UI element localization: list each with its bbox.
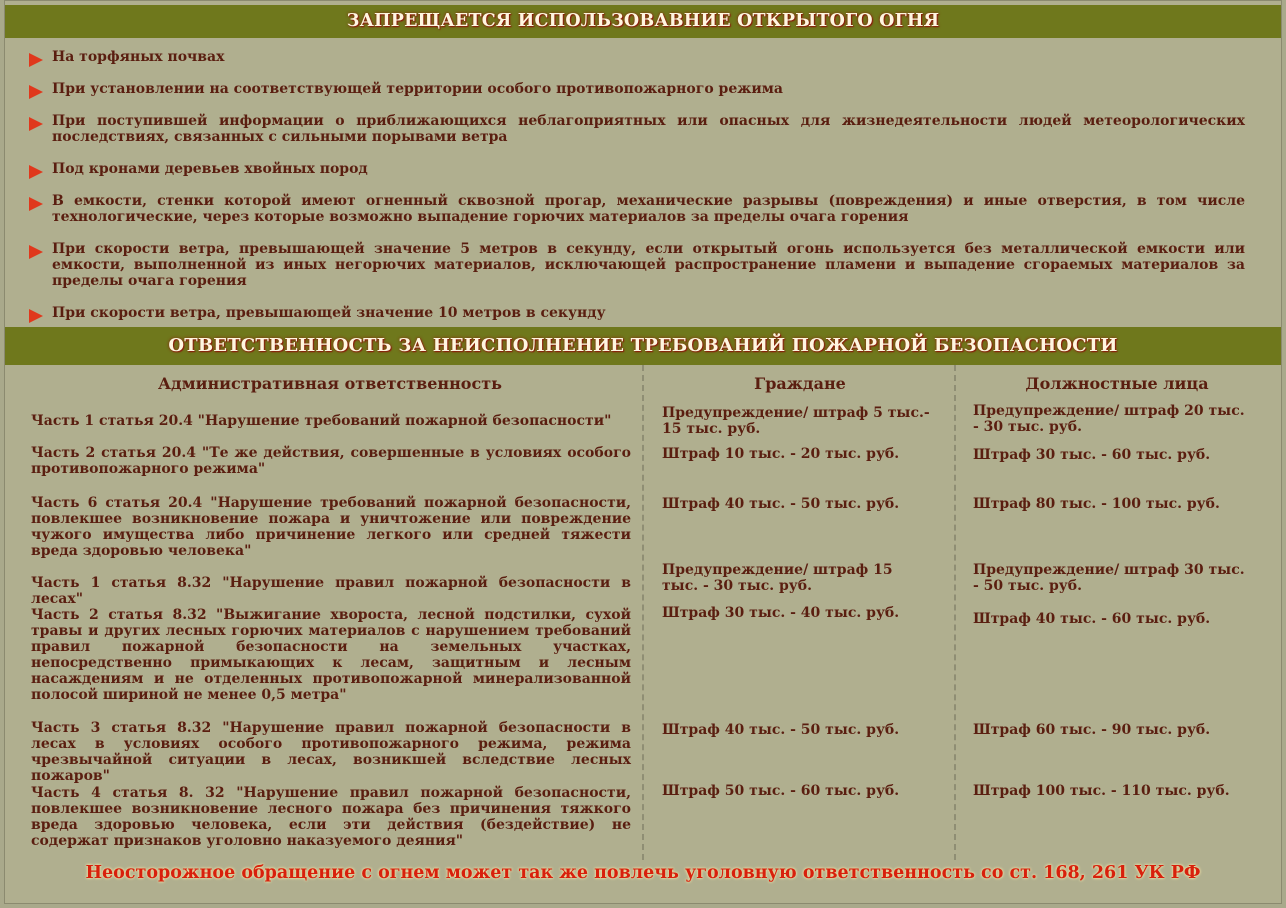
table-row-law: Часть 1 статья 20.4 "Нарушение требований пожарной безопасности" (31, 413, 612, 429)
table-row-officials: Штраф 40 тыс. - 60 тыс. руб. (973, 611, 1211, 627)
table-row-law: Часть 3 статья 8.32 "Нарушение правил пожарной безопасности в лесах в условиях особого противопожарного режима, режима чрезвычайной ситуации в лесах, возникшей вследствие лесных пожаров" (31, 720, 631, 784)
bullet-arrow-icon (29, 309, 43, 323)
responsibility-table (5, 365, 1281, 860)
list-item: При скорости ветра, превышающей значение 5 метров в секунду, если открытый огонь используется без металлической емкости или емкости, выполненной из иных негорючих материалов, исключающей распространение пламени и выпадение сгораемых материалов за пределы очага горения (29, 241, 1245, 289)
list-item: В емкости, стенки которой имеют огненный сквозной прогар, механические разрывы (повреждения) и иные отверстия, в том числе технологические, через которые возможно выпадение горючих материалов за пределы очага горения (29, 193, 1245, 225)
table-row-law: Часть 2 статья 20.4 "Те же действия, совершенные в условиях особого противопожарного режима" (31, 445, 631, 477)
table-row-law: Часть 6 статья 20.4 "Нарушение требований пожарной безопасности, повлекшее возникновение пожара и уничтожение или повреждение чужого имущества либо причинение легкого или средней тяжести вреда здоровью человека" (31, 495, 631, 559)
table-row-officials: Штраф 80 тыс. - 100 тыс. руб. (973, 496, 1220, 512)
table-row-officials: Штраф 30 тыс. - 60 тыс. руб. (973, 447, 1211, 463)
responsibility-title: ОТВЕТСТВЕННОСТЬ ЗА НЕИСПОЛНЕНИЕ ТРЕБОВАНИЙ ПОЖАРНОЙ БЕЗОПАСНОСТИ (5, 327, 1281, 365)
column-divider (954, 365, 956, 860)
list-item: При поступившей информации о приближающихся неблагоприятных или опасных для жизнедеятельности людей метеорологических последствиях, связанных с сильными порывами ветра (29, 113, 1245, 145)
table-row-citizens: Штраф 30 тыс. - 40 тыс. руб. (662, 605, 900, 621)
criminal-liability-note: Неосторожное обращение с огнем может так же повлечь уголовную ответственность со ст. 168, 261 УК РФ (85, 863, 1201, 883)
table-row-law: Часть 4 статья 8. 32 "Нарушение правил пожарной безопасности, повлекшее возникновение лесного пожара без причинения тяжкого вреда здоровью человека, если эти действия (бездействие) не содержат признаков уголовно наказуемого деяния" (31, 785, 631, 849)
list-item: При установлении на соответствующей территории особого противопожарного режима (29, 81, 1245, 99)
bullet-arrow-icon (29, 85, 43, 99)
header-law: Административная ответственность (158, 374, 502, 393)
table-row-law: Часть 1 статья 8.32 "Нарушение правил пожарной безопасности в лесах" (31, 575, 631, 607)
bullet-arrow-icon (29, 165, 43, 179)
table-row-law: Часть 2 статья 8.32 "Выжигание хвороста, лесной подстилки, сухой травы и других лесных горючих материалов с нарушением требований правил пожарной безопасности на земельных участках, непосредственно примыкающих к лесам, защитным и лесным насаждениям и не отделенных противопожарной минерализованной полосой шириной не менее 0,5 метра" (31, 607, 631, 703)
fire-safety-poster (4, 0, 1282, 904)
table-row-officials: Предупреждение/ штраф 20 тыс. - 30 тыс. руб. (973, 403, 1245, 435)
list-item: На торфяных почвах (29, 49, 1245, 67)
bullet-arrow-icon (29, 53, 43, 67)
table-row-officials: Штраф 100 тыс. - 110 тыс. руб. (973, 783, 1230, 799)
table-row-officials: Штраф 60 тыс. - 90 тыс. руб. (973, 722, 1211, 738)
table-row-officials: Предупреждение/ штраф 30 тыс. - 50 тыс. руб. (973, 562, 1245, 594)
column-divider (642, 365, 644, 860)
list-item: Под кронами деревьев хвойных пород (29, 161, 1245, 179)
table-row-citizens: Штраф 50 тыс. - 60 тыс. руб. (662, 783, 900, 799)
table-row-citizens: Предупреждение/ штраф 5 тыс.- 15 тыс. руб. (662, 405, 930, 437)
prohibition-title: ЗАПРЕЩАЕТСЯ ИСПОЛЬЗОВАВНИЕ ОТКРЫТОГО ОГНЯ (5, 5, 1281, 38)
bullet-arrow-icon (29, 245, 43, 259)
table-row-citizens: Штраф 10 тыс. - 20 тыс. руб. (662, 446, 900, 462)
bullet-arrow-icon (29, 117, 43, 131)
header-officials: Должностные лица (1025, 374, 1209, 393)
header-citizens: Граждане (754, 374, 846, 393)
bullet-arrow-icon (29, 197, 43, 211)
table-row-citizens: Штраф 40 тыс. - 50 тыс. руб. (662, 496, 900, 512)
list-item: При скорости ветра, превышающей значение 10 метров в секунду (29, 305, 1245, 323)
table-row-citizens: Штраф 40 тыс. - 50 тыс. руб. (662, 722, 900, 738)
table-row-citizens: Предупреждение/ штраф 15 тыс. - 30 тыс. руб. (662, 562, 893, 594)
